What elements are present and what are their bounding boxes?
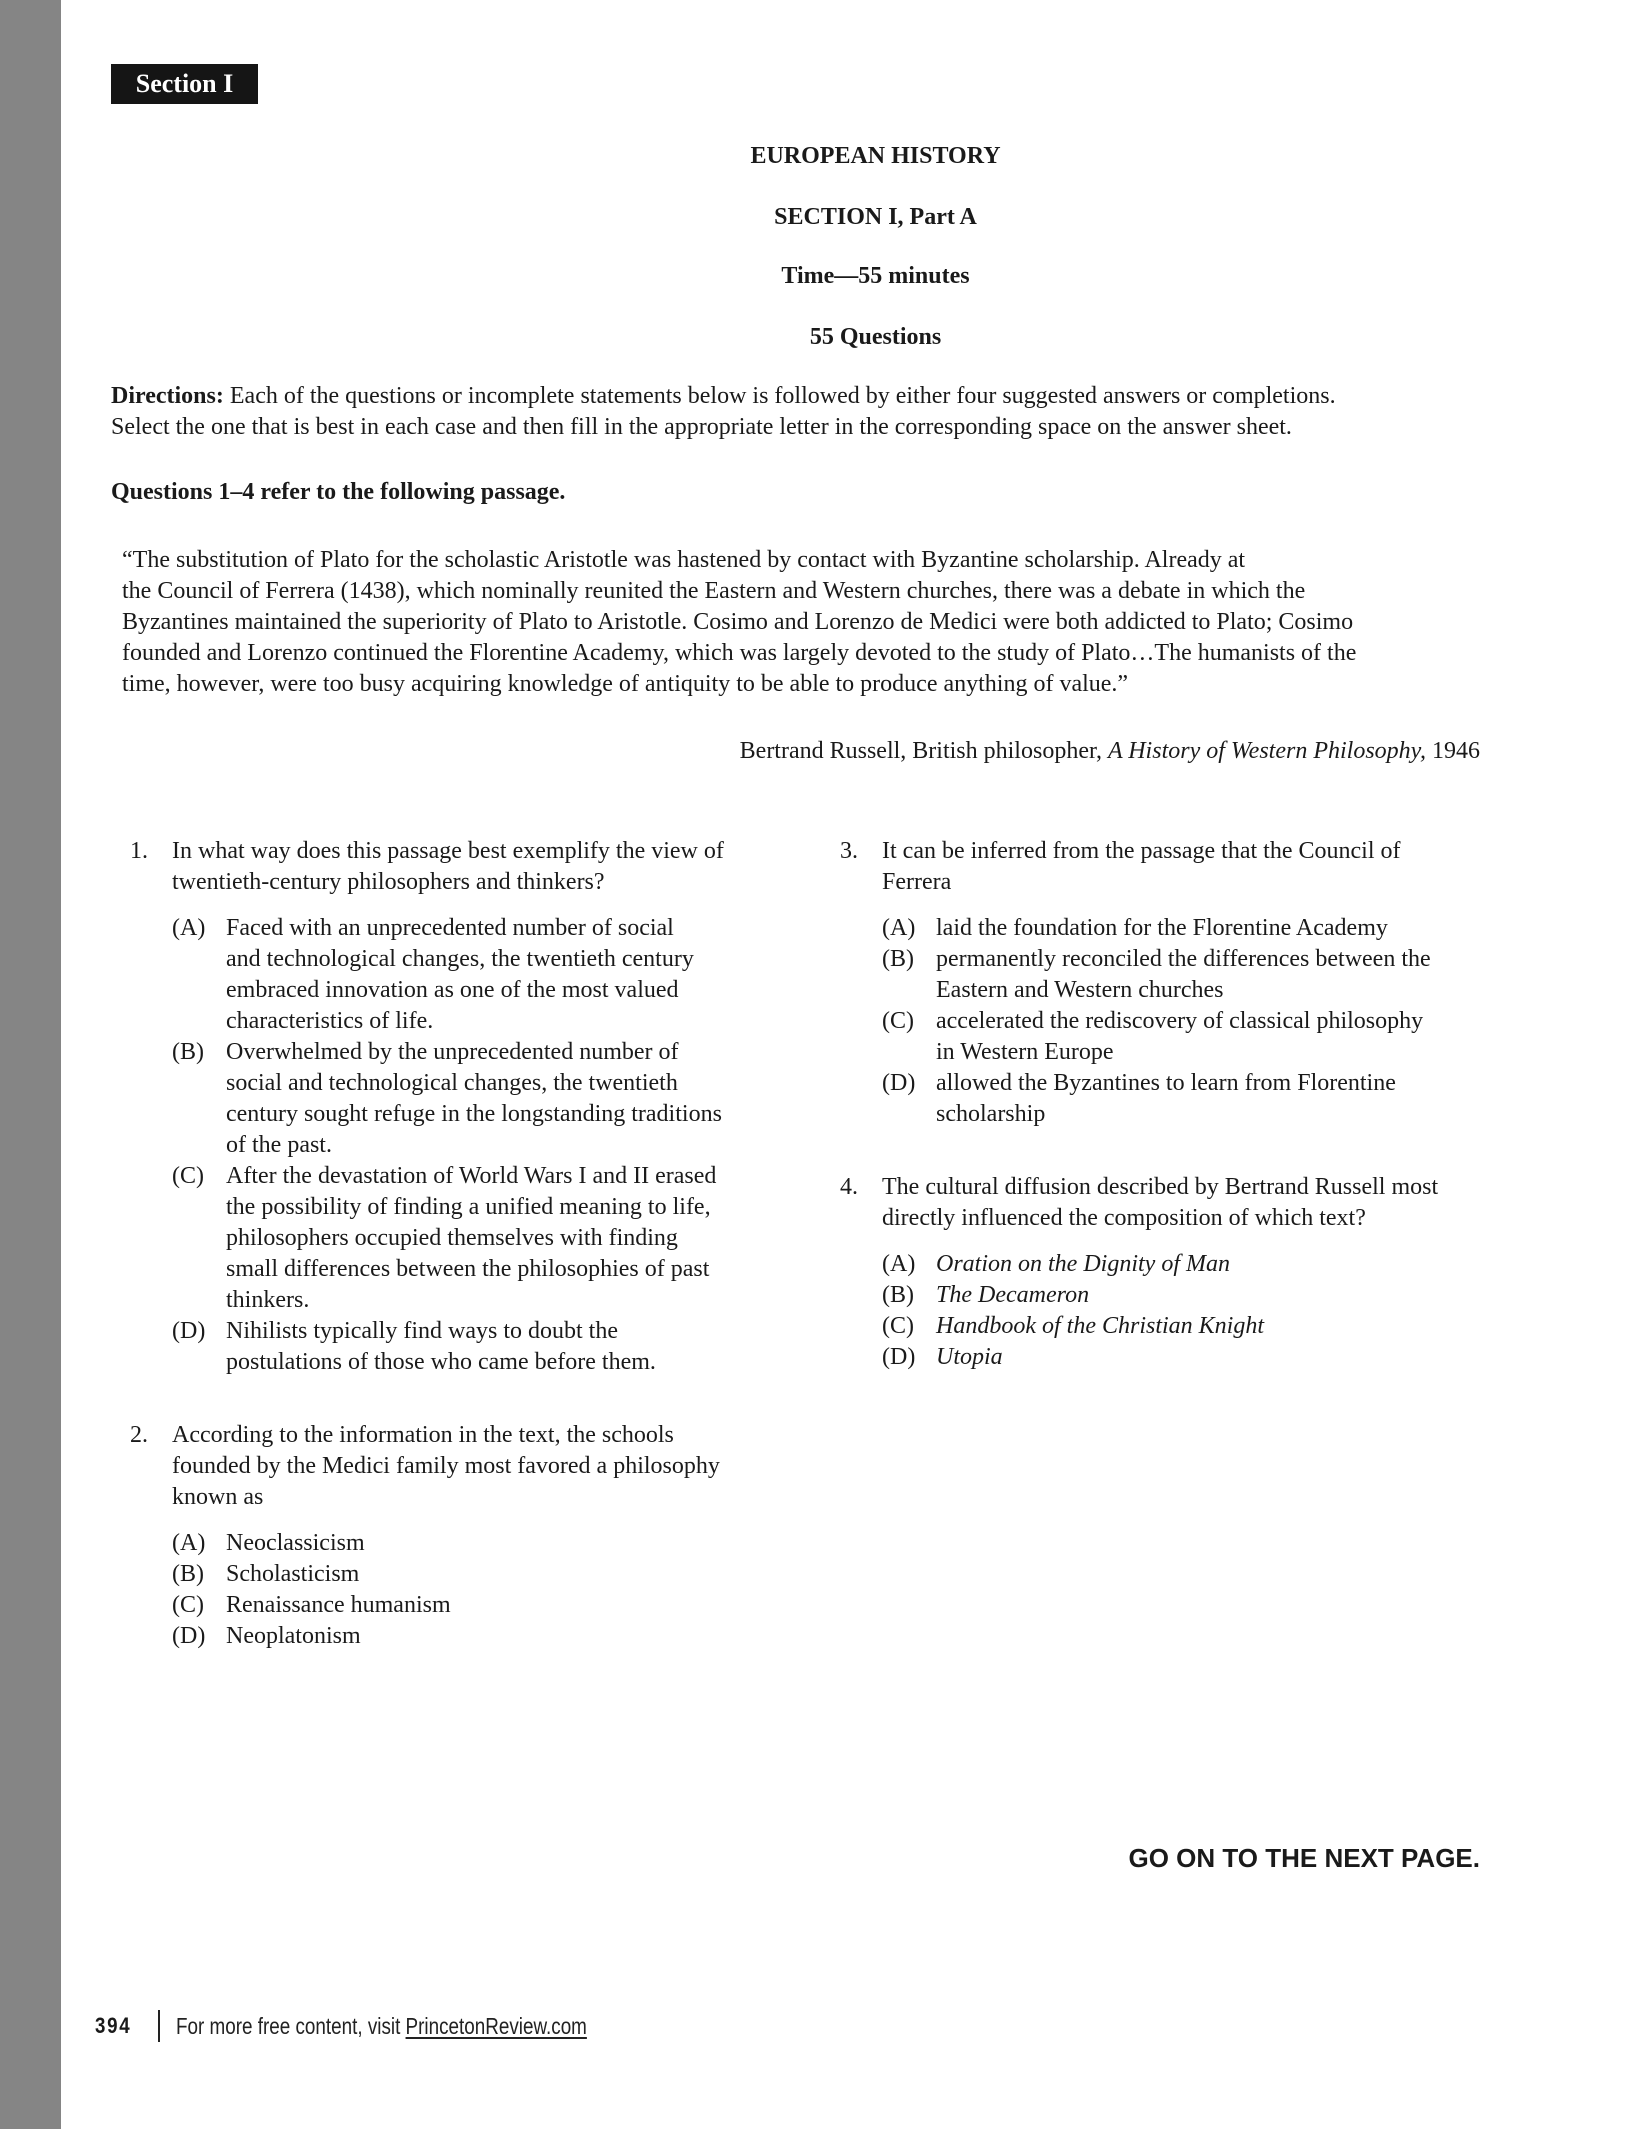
option-text: Neoplatonism [226, 1623, 361, 1649]
option-text: Renaissance humanism [226, 1592, 451, 1618]
question-stem: The cultural diffusion described by Bertrand Russell most directly influenced the composition of which text? [882, 1174, 1439, 1231]
question-2 [130, 1420, 767, 1652]
option-letter: (A) [172, 915, 206, 941]
option-letter: (B) [882, 946, 914, 972]
answer-option[interactable] [882, 944, 1482, 1006]
option-text: Nihilists typically find ways to doubt the postulations of those who came before them. [226, 1318, 656, 1375]
answer-option[interactable] [172, 1590, 767, 1621]
answer-option[interactable] [882, 1068, 1482, 1130]
passage-intro: Questions 1–4 refer to the following passage. [111, 479, 566, 505]
answer-option[interactable] [882, 1342, 1482, 1373]
footer-prompt: For more free content, visit [176, 2012, 406, 2039]
answer-option[interactable] [172, 1528, 767, 1559]
option-text: Neoclassicism [226, 1530, 365, 1556]
page-edge-bar [0, 0, 61, 2129]
footer-text [176, 2013, 587, 2040]
option-letter: (A) [882, 915, 916, 941]
answer-option[interactable] [882, 1280, 1482, 1311]
answer-option[interactable] [172, 913, 767, 1037]
option-letter: (C) [172, 1163, 204, 1189]
directions [111, 381, 1531, 443]
question-4 [840, 1172, 1482, 1373]
option-letter: (A) [172, 1530, 206, 1556]
answer-options [882, 1249, 1482, 1373]
time-heading: Time—55 minutes [781, 263, 970, 289]
citation-title: A History of Western Philosophy, [1108, 738, 1426, 764]
princeton-review-link[interactable]: PrincetonReview.com [405, 2012, 587, 2039]
citation-author: Bertrand Russell, British philosopher, [739, 738, 1108, 764]
option-text: The Decameron [936, 1282, 1090, 1308]
answer-options [172, 913, 767, 1378]
question-1 [130, 836, 767, 1378]
option-letter: (B) [172, 1039, 204, 1065]
option-text: Utopia [936, 1344, 1003, 1370]
option-letter: (B) [882, 1282, 914, 1308]
question-number: 4. [840, 1174, 858, 1200]
question-number: 2. [130, 1422, 148, 1448]
section-tab [111, 64, 258, 104]
page-number: 394 [95, 2013, 132, 2038]
option-letter: (D) [882, 1344, 916, 1370]
answer-option[interactable] [882, 1311, 1482, 1342]
answer-option[interactable] [172, 1621, 767, 1652]
option-letter: (C) [172, 1592, 204, 1618]
citation-year: 1946 [1426, 738, 1480, 764]
question-number: 1. [130, 838, 148, 864]
answer-option[interactable] [172, 1316, 767, 1378]
option-text: Scholasticism [226, 1561, 360, 1587]
answer-options [882, 913, 1482, 1130]
option-text: accelerated the rediscovery of classical philosophy in Western Europe [936, 1008, 1424, 1065]
option-letter: (D) [882, 1070, 916, 1096]
option-text: Overwhelmed by the unprecedented number of social and technological changes, the twentieth century sought refuge in the longstanding traditions of the past. [226, 1039, 722, 1158]
part-heading: SECTION I, Part A [774, 204, 977, 230]
question-number: 3. [840, 838, 858, 864]
count-heading: 55 Questions [809, 324, 942, 350]
directions-label: Directions: [111, 383, 224, 409]
directions-text: Each of the questions or incomplete statements below is followed by either four suggested answers or completions. Select the one that is best in each case and then fill in the appropriate letter in the corresponding space on the answer sheet. [111, 383, 1336, 440]
question-stem: It can be inferred from the passage that the Council of Ferrera [882, 838, 1401, 895]
option-text: Oration on the Dignity of Man [936, 1251, 1230, 1277]
page-footer [95, 2008, 677, 2044]
passage-text: “The substitution of Plato for the scholastic Aristotle was hastened by contact with Byzantine scholarship. Already at the Council of Ferrera (1438), which nominally reunited the Eastern and Western churches, there was a debate in which the Byzantines maintained the superiority of Plato to Aristotle. Cosimo and Lorenzo de Medici were both addicted to Plato; Cosimo founded and Lorenzo continued the Florentine Academy, which was largely devoted to the study of Plato…The humanists of the time, however, were too busy acquiring knowledge of antiquity to be able to produce anything of value.” [122, 547, 1357, 697]
answer-option[interactable] [882, 1006, 1482, 1068]
go-on-notice: GO ON TO THE NEXT PAGE. [1128, 1843, 1480, 1873]
passage-citation [740, 736, 1480, 767]
answer-options [172, 1528, 767, 1652]
footer-divider [158, 2010, 160, 2042]
answer-option[interactable] [882, 913, 1482, 944]
option-text: permanently reconciled the differences between the Eastern and Western churches [936, 946, 1431, 1003]
option-text: laid the foundation for the Florentine Academy [936, 915, 1388, 941]
option-letter: (C) [882, 1313, 914, 1339]
answer-option[interactable] [172, 1161, 767, 1316]
option-text: Handbook of the Christian Knight [936, 1313, 1265, 1339]
question-stem: In what way does this passage best exemplify the view of twentieth-century philosophers and thinkers? [172, 838, 724, 895]
option-text: allowed the Byzantines to learn from Florentine scholarship [936, 1070, 1396, 1127]
answer-option[interactable] [172, 1037, 767, 1161]
option-text: After the devastation of World Wars I and II erased the possibility of finding a unified meaning to life, philosophers occupied themselves with finding small differences between the philosophies of past thinkers. [226, 1163, 717, 1313]
option-letter: (C) [882, 1008, 914, 1034]
option-text: Faced with an unprecedented number of social and technological changes, the twentieth century embraced innovation as one of the most valued characteristics of life. [226, 915, 694, 1034]
question-stem: According to the information in the text, the schools founded by the Medici family most favored a philosophy known as [172, 1422, 720, 1510]
option-letter: (D) [172, 1623, 206, 1649]
answer-option[interactable] [172, 1559, 767, 1590]
subject-heading: EUROPEAN HISTORY [750, 143, 1001, 169]
option-letter: (A) [882, 1251, 916, 1277]
option-letter: (B) [172, 1561, 204, 1587]
option-letter: (D) [172, 1318, 206, 1344]
answer-option[interactable] [882, 1249, 1482, 1280]
question-3 [840, 836, 1482, 1130]
section-tab-label: Section I [135, 69, 234, 98]
